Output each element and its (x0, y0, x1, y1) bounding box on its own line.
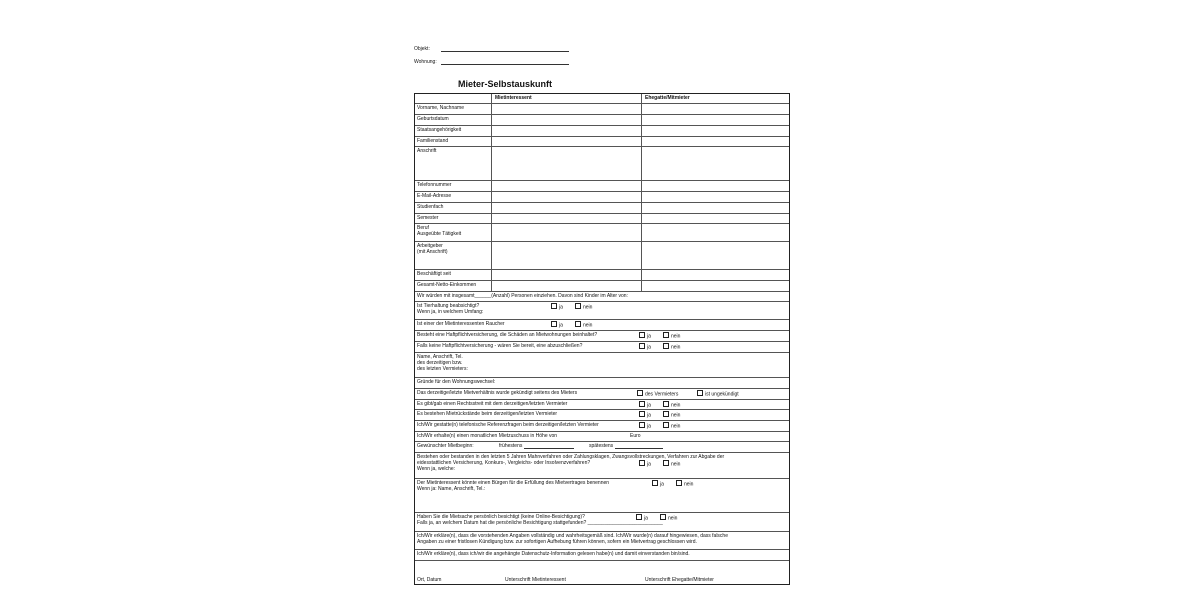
question-raucher: Ist einer der Mietinteressenten Raucher (417, 321, 505, 327)
checkbox[interactable] (639, 411, 645, 417)
objekt-input-line[interactable] (441, 46, 569, 52)
statement-datenschutz: Ich/Wir erkläre(n), dass ich/wir die angehängte Datenschutz-Information gelesen habe(n) und damit einverstanden bin/sind. (417, 551, 690, 557)
checkbox[interactable] (663, 332, 669, 338)
question-haftpflicht: Besteht eine Haftpflichtversicherung, die Schäden an Mietwohnungen beinhaltet? (417, 332, 598, 338)
row-label-studienfach: Studienfach (417, 204, 444, 210)
checkbox[interactable] (663, 460, 669, 466)
question-personen: Wir würden mit insgesamt______(Anzahl) Personen einziehen. Davon sind Kinder im Alter von: (417, 293, 628, 299)
checkbox[interactable] (663, 343, 669, 349)
question-mahnverfahren: Bestehen oder bestanden in den letzten 5 Jahren Mahnverfahren oder Zahlungsklagen, Zwangsvollstreckungen, Verfahren zur Abgabe der eidesstattlichen Versicherung, Konkurs-, Vergleichs- oder Insolvenzverfahren? Wenn ja, welche: (417, 454, 725, 473)
gekuendigt-vermieter[interactable]: des Vermieters (637, 390, 678, 398)
checkbox[interactable] (637, 390, 643, 396)
checkbox[interactable] (652, 480, 658, 486)
abschliessen-ja[interactable]: ja (639, 343, 651, 351)
statement-erklaerung: Ich/Wir erkläre(n), dass die vorstehenden Angaben vollständig und wahrheitsgemäß sind. Ich/Wir wurde(n) darauf hingewiesen, dass falsche Angaben zu einer fristlosen Kündigung bzw. zur sofortigen Aufhebung führen können, sofern ein Mietvertrag geschlossen wird. (417, 533, 728, 546)
mahnverfahren-ja[interactable]: ja (639, 460, 651, 468)
wohnung-input-line[interactable] (441, 59, 569, 65)
objekt-field (414, 46, 569, 52)
fruehestens-field[interactable]: frühestens (499, 443, 574, 449)
referenz-nein[interactable]: nein (663, 422, 680, 430)
wohnung-label: Wohnung: (414, 59, 437, 65)
selbstauskunft-form (414, 93, 790, 585)
form-title: Mieter-Selbstauskunft (458, 79, 553, 89)
question-haftpflicht-abschliessen: Falls keine Haftpflichtversicherung - wären Sie bereit, eine abzuschließen? (417, 343, 583, 349)
question-rechtsstreit: Es gibt/gab einen Rechtsstreit mit dem derzeitigen/letzten Vermieter (417, 401, 568, 407)
wohnung-field (414, 59, 569, 65)
question-mietbeginn: Gewünschter Mietbeginn: (417, 443, 474, 449)
row-label-anschrift: Anschrift (417, 148, 437, 154)
column-divider-1 (491, 94, 492, 291)
checkbox[interactable] (551, 321, 557, 327)
row-label-einkommen: Gesamt-Netto-Einkommen (417, 282, 477, 288)
checkbox[interactable] (639, 460, 645, 466)
checkbox[interactable] (660, 514, 666, 520)
checkbox[interactable] (639, 422, 645, 428)
abschliessen-nein[interactable]: nein (663, 343, 680, 351)
signature-ort-datum: Ort, Datum (417, 577, 442, 583)
checkbox[interactable] (639, 343, 645, 349)
mietzuschuss-unit: Euro (630, 433, 641, 439)
checkbox[interactable] (663, 401, 669, 407)
besichtigt-nein[interactable]: nein (660, 514, 677, 522)
besichtigt-ja[interactable]: ja (636, 514, 648, 522)
rueckstaende-ja[interactable]: ja (639, 411, 651, 419)
checkbox[interactable] (697, 390, 703, 396)
question-vermieter: Name, Anschrift, Tel. des derzeitigen bzw. des letzten Vermieters: (417, 354, 468, 373)
column-header-mietinteressent: Mietinteressent (495, 95, 532, 101)
buerge-ja[interactable]: ja (652, 480, 664, 488)
document-page (400, 0, 800, 600)
rechtsstreit-nein[interactable]: nein (663, 401, 680, 409)
tierhaltung-nein[interactable]: nein (575, 303, 592, 311)
row-label-beschaeftigt-seit: Beschäftigt seit (417, 271, 451, 277)
question-buerge: Der Mietinteressent könnte einen Bürgen für die Erfüllung des Mietvertrages benennen Wenn ja: Name, Anschrift, Tel.: (417, 480, 610, 493)
checkbox[interactable] (636, 514, 642, 520)
row-label-familienstand: Familienstand (417, 138, 449, 144)
question-gruende: Gründe für den Wohnungswechsel: (417, 379, 496, 385)
row-label-semester: Semester (417, 215, 439, 221)
checkbox[interactable] (639, 332, 645, 338)
referenz-ja[interactable]: ja (639, 422, 651, 430)
question-mietzuschuss: Ich/Wir erhalte(n) einen monatlichen Mietzuschuss in Höhe von (417, 433, 558, 439)
checkbox[interactable] (575, 321, 581, 327)
row-label-staatsangehoerigkeit: Staatsangehörigkeit (417, 127, 462, 133)
raucher-nein[interactable]: nein (575, 321, 592, 329)
row-label-email: E-Mail-Adresse (417, 193, 452, 199)
objekt-label: Objekt: (414, 46, 430, 52)
row-label-geburtsdatum: Geburtsdatum (417, 116, 449, 122)
checkbox[interactable] (663, 411, 669, 417)
checkbox[interactable] (551, 303, 557, 309)
row-label-name: Vorname, Nachname (417, 105, 464, 111)
haftpflicht-nein[interactable]: nein (663, 332, 680, 340)
row-label-telefonnummer: Telefonnummer (417, 182, 452, 188)
checkbox[interactable] (639, 401, 645, 407)
spaetestens-field[interactable]: spätestens (589, 443, 663, 449)
column-divider-2 (641, 94, 642, 291)
signature-ehegatte: Unterschrift Ehegatte/Mitmieter (645, 577, 714, 583)
rueckstaende-nein[interactable]: nein (663, 411, 680, 419)
question-referenz: Ich/Wir gestatte(n) telefonische Referenzfragen beim derzeitigen/letzten Vermieter (417, 422, 599, 428)
question-gekuendigt: Das derzeitige/letzte Mietverhältnis wurde gekündigt seitens des Mieters (417, 390, 578, 396)
checkbox[interactable] (575, 303, 581, 309)
signature-mietinteressent: Unterschrift Mietinteressent (505, 577, 566, 583)
raucher-ja[interactable]: ja (551, 321, 563, 329)
question-besichtigt: Haben Sie die Mietsache persönlich besichtigt (keine Online-Besichtigung)? Falls ja, an welchem Datum hat die persönliche Besichtigung stattgefunden? ___________________________ (417, 514, 663, 527)
rechtsstreit-ja[interactable]: ja (639, 401, 651, 409)
buerge-nein[interactable]: nein (676, 480, 693, 488)
tierhaltung-ja[interactable]: ja (551, 303, 563, 311)
haftpflicht-ja[interactable]: ja (639, 332, 651, 340)
gekuendigt-ungekuendigt[interactable]: ist ungekündigt (697, 390, 739, 398)
mahnverfahren-nein[interactable]: nein (663, 460, 680, 468)
column-header-ehegatte: Ehegatte/Mitmieter (645, 95, 690, 101)
checkbox[interactable] (663, 422, 669, 428)
question-mietrueckstaende: Es bestehen Mietrückstände beim derzeitigen/letzten Vermieter (417, 411, 558, 417)
row-label-arbeitgeber: Arbeitgeber (mit Anschrift) (417, 243, 448, 256)
checkbox[interactable] (676, 480, 682, 486)
question-tierhaltung: Ist Tierhaltung beabsichtigt? Wenn ja, in welchem Umfang: (417, 303, 484, 316)
row-label-beruf: Beruf Ausgeübte Tätigkeit (417, 225, 462, 238)
